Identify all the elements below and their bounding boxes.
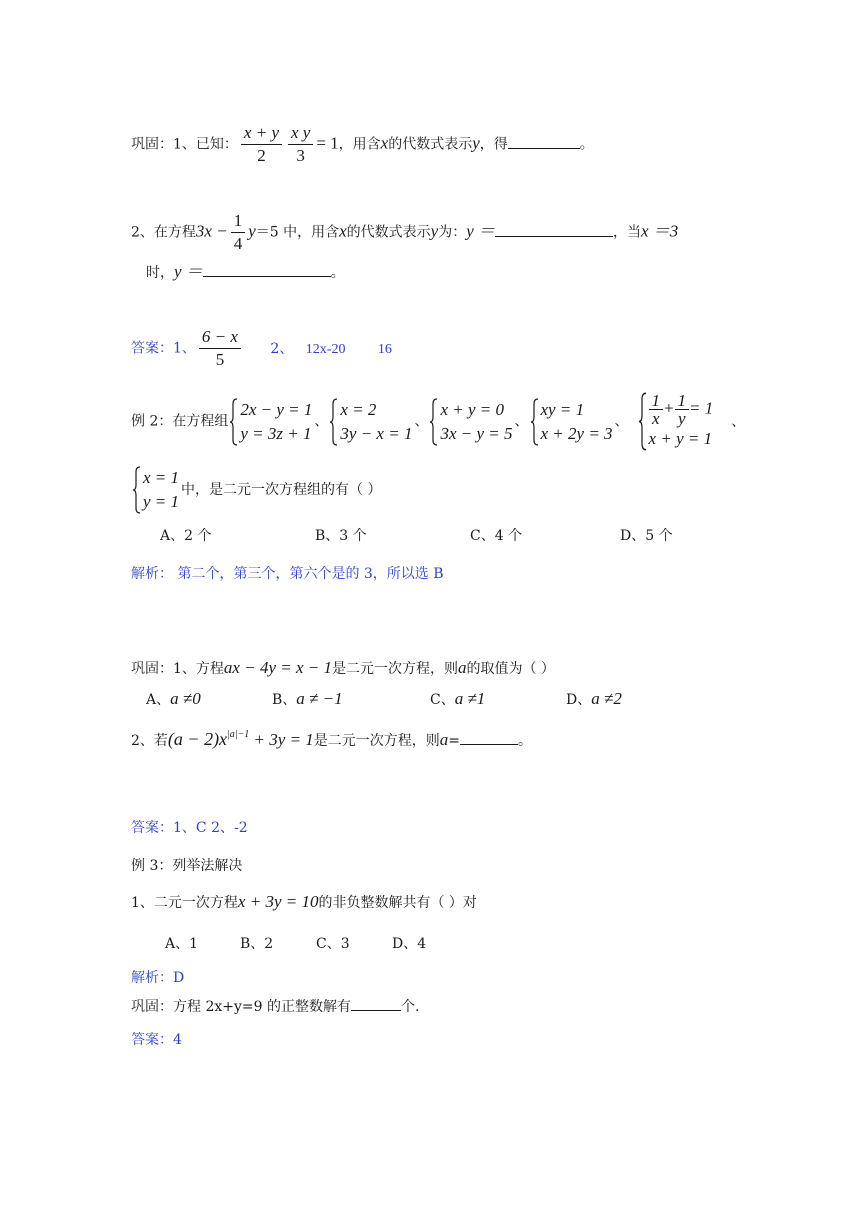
consolidate-q2 <box>131 210 678 255</box>
ex2-prefix: 例 2：在方程组 <box>131 413 229 430</box>
q2-prefix: 2、在方程 <box>131 224 196 241</box>
q2-fraction: $\frac{1}{4}$ <box>231 210 246 255</box>
ex2-system-4: xy = 1 x + 2y = 3 <box>531 398 613 446</box>
q1-var-y: y <box>472 133 480 153</box>
brace-icon <box>639 392 647 451</box>
ex3-consolidate: 巩固：方程 2x+y=9 的正整数解有 个. <box>131 996 419 1017</box>
q1-eq-tail: = 1 <box>316 133 339 153</box>
q2-text1: 的代数式表示 <box>346 224 431 241</box>
ex2-analysis: 解析： 第二个，第三个，第六个是的 3，所以选 B <box>131 566 444 582</box>
q1-text3: ，得 <box>479 136 508 153</box>
q3-eq: ax − 4y = x − 1 <box>223 658 332 677</box>
q4-exponent: |a|−1 <box>227 729 250 740</box>
ex3-option-c[interactable]: C、3 <box>316 936 350 952</box>
ex2-option-c[interactable]: C、4 个 <box>470 528 523 544</box>
q3-var-a: a <box>457 658 467 677</box>
ex2-system-5: $\frac{1}{x}$ + $\frac{1}{y}$ = 1 x + y = 1 <box>639 392 714 451</box>
ans1-val3: 16 <box>377 341 392 357</box>
q2-y-eq2: y ＝ <box>174 262 203 281</box>
consolidate-q1 <box>131 122 594 167</box>
q3-prefix: 巩固：1、方程 <box>131 661 224 677</box>
q3-option-c[interactable]: C、a ≠1 <box>430 689 486 708</box>
q4-var-a: a <box>439 730 449 749</box>
ex3-eq: x + 3y = 10 <box>237 892 319 911</box>
q2-eq-c: ＝5 中，用含 <box>255 224 340 241</box>
q2-x-eq: x ＝3 <box>641 221 679 241</box>
q3-option-d[interactable]: D、a ≠2 <box>566 689 622 708</box>
q3-option-a[interactable]: A、a ≠0 <box>146 689 201 708</box>
q3-text2: 的取值为（ ） <box>466 661 555 677</box>
q2-eq-b: y <box>248 221 256 241</box>
ex3-answer-blank[interactable] <box>351 996 401 1011</box>
consolidate-q3 <box>131 658 555 679</box>
consolidate-q4: 2、若$(a - 2)x^{|a|-1} + 3y = 1$是二元一次方程，则a= 。 <box>131 729 533 749</box>
ex2-system-1: 2x − y = 1 y = 3z + 1 <box>230 398 312 446</box>
q2-var-x: x <box>339 221 347 241</box>
q2-end: 。 <box>330 265 345 281</box>
q4-prefix: 2、若 <box>131 733 168 749</box>
q4-eq-a: (a − 2)x <box>167 729 228 749</box>
ex3-option-a[interactable]: A、1 <box>165 936 199 952</box>
ans1-part2: 2、 <box>270 340 294 357</box>
q1-end: 。 <box>579 136 594 153</box>
ex2-system-3: x + y = 0 3x − y = 5 <box>430 398 512 446</box>
ans1-prefix: 答案：1、 <box>131 340 196 357</box>
q2-line2-prefix: 时， <box>146 265 174 281</box>
q1-fraction-2: $\frac{\text{x y}}{3}$ <box>288 122 313 167</box>
ex2-tail: 中，是二元一次方程组的有（ ） <box>181 482 382 498</box>
q2-answer-blank-1[interactable] <box>495 222 613 237</box>
q1-var-x: x <box>380 133 389 153</box>
q1-text1: ，用含 <box>338 136 381 153</box>
q3-option-b[interactable]: B、a ≠ −1 <box>272 689 343 708</box>
example-2-line2 <box>131 466 381 514</box>
q3-text: 是二元一次方程，则 <box>331 661 458 677</box>
ex2-option-d[interactable]: D、5 个 <box>620 528 673 544</box>
q4-text: 是二元一次方程，则 <box>313 733 440 749</box>
q4-answer-blank[interactable] <box>460 730 518 745</box>
ex3-option-d[interactable]: D、4 <box>392 936 427 952</box>
q2-text2: 为： <box>438 224 467 241</box>
brace-icon <box>531 398 539 446</box>
example-3-title: 例 3：列举法解决 <box>131 858 243 874</box>
q2-var-y: y <box>430 221 439 241</box>
q2-eq-a: 3x − <box>195 221 228 241</box>
q2-text3: ，当 <box>613 224 641 241</box>
ex2-system-6: x = 1 y = 1 <box>133 466 179 514</box>
ex3-answer: 答案：4 <box>131 1032 182 1048</box>
ans1-val2: 12x-20 <box>305 341 346 357</box>
answer-2: 答案：1、C 2、-2 <box>131 820 248 836</box>
q1-text2: 的代数式表示 <box>388 136 473 153</box>
ans1-fraction: $\frac{6 - x}{5}$ <box>199 326 241 371</box>
ex3-analysis: 解析：D <box>131 970 185 986</box>
q1-fraction-1: $\frac{x + y}{2}$ <box>241 122 282 167</box>
brace-icon <box>430 398 438 446</box>
ex2-option-a[interactable]: A、2 个 <box>160 528 212 544</box>
example-3-question: 1、二元一次方程x + 3y = 10的非负整数解共有（ ）对 <box>131 892 477 911</box>
consolidate-q2-line2 <box>146 262 345 283</box>
q2-answer-blank-2[interactable] <box>203 262 331 277</box>
brace-icon <box>133 466 141 514</box>
q1-prefix: 巩固：1、已知： <box>131 136 238 153</box>
example-2: 例 2：在方程组 2x − y = 1 y = 3z + 1 、 x = 2 3y − x = 1 、 x + y = 0 3x − y = 5 、 xy = 1 x + 2y = 3 、 $\frac{1}{x}$ + $\frac{1}{y}$ = 1 x + y = 1 、 <box>131 392 745 451</box>
q2-y-eq: y ＝ <box>466 221 495 241</box>
brace-icon <box>330 398 338 446</box>
ex2-system-2: x = 2 3y − x = 1 <box>330 398 412 446</box>
answer-1 <box>131 326 392 371</box>
ex3-option-b[interactable]: B、2 <box>240 936 274 952</box>
brace-icon <box>230 398 238 446</box>
ex2-option-b[interactable]: B、3 个 <box>315 528 367 544</box>
q1-answer-blank[interactable] <box>508 134 580 149</box>
q4-eq-b: + 3y = 1 <box>249 730 314 749</box>
